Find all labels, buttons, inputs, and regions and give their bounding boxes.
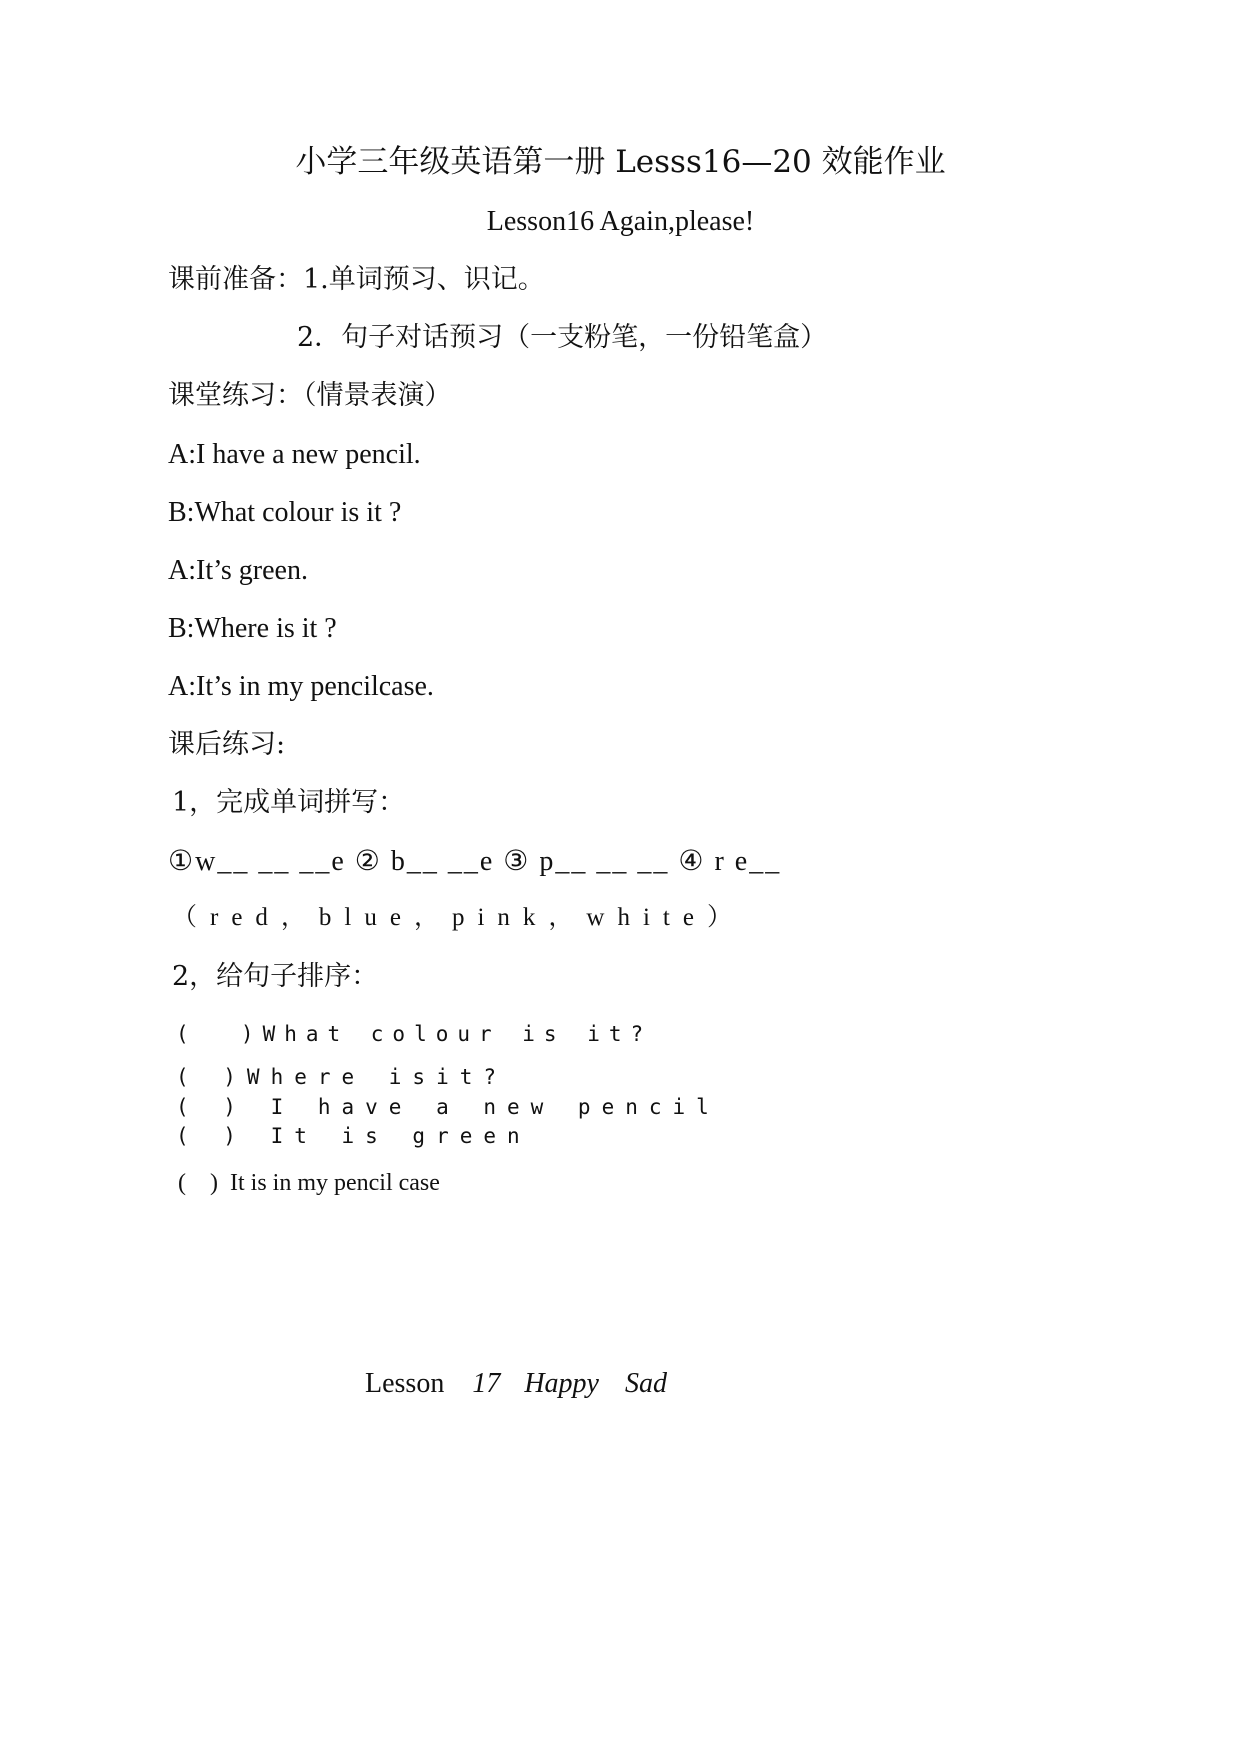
order-item: ( )Where isit?	[176, 1065, 508, 1089]
prep-item-2: 2．句子对话预习（一支粉笔，一份铅笔盒）	[297, 322, 828, 353]
lesson17-sad: Sad	[624, 1368, 667, 1399]
after-class-label: 课后练习:	[168, 729, 286, 760]
lesson17-number: 17	[472, 1368, 501, 1399]
class-practice-label: 课堂练习：（情景表演）	[168, 380, 452, 411]
dialogue-line: A:It’s in my pencilcase.	[168, 671, 434, 702]
word-bank: （red，blue，pink，white）	[172, 904, 745, 931]
dialogue-line: B:Where is it ?	[168, 613, 337, 644]
document-title: 小学三年级英语第一册 Lesss16—20 效能作业	[295, 144, 946, 180]
lesson17-happy: Happy	[524, 1368, 599, 1399]
order-item: ( ) It is green	[176, 1124, 531, 1148]
order-item: ( ) I have a new pencil	[176, 1095, 720, 1119]
exercise-2-label: 2，给句子排序：	[172, 961, 379, 992]
lesson17-word: Lesson	[365, 1368, 445, 1399]
lesson17-heading	[337, 1342, 667, 1426]
spelling-blanks: ①w__ __ __e ② b__ __e ③ p__ __ __ ④ r e__	[168, 846, 782, 877]
dialogue-line: A:It’s green.	[168, 555, 308, 586]
dialogue-line: B:What colour is it ?	[168, 497, 402, 528]
exercise-1-label: 1，完成单词拼写：	[172, 787, 406, 818]
order-item: ( ) It is in my pencil case	[178, 1170, 440, 1196]
order-item: ( )What colour is it?	[176, 1022, 653, 1046]
prep-label: 课前准备：1.单词预习、识记。	[168, 264, 545, 295]
lesson16-heading: Lesson16 Again,please!	[486, 206, 755, 237]
dialogue-line: A:I have a new pencil.	[168, 439, 421, 470]
